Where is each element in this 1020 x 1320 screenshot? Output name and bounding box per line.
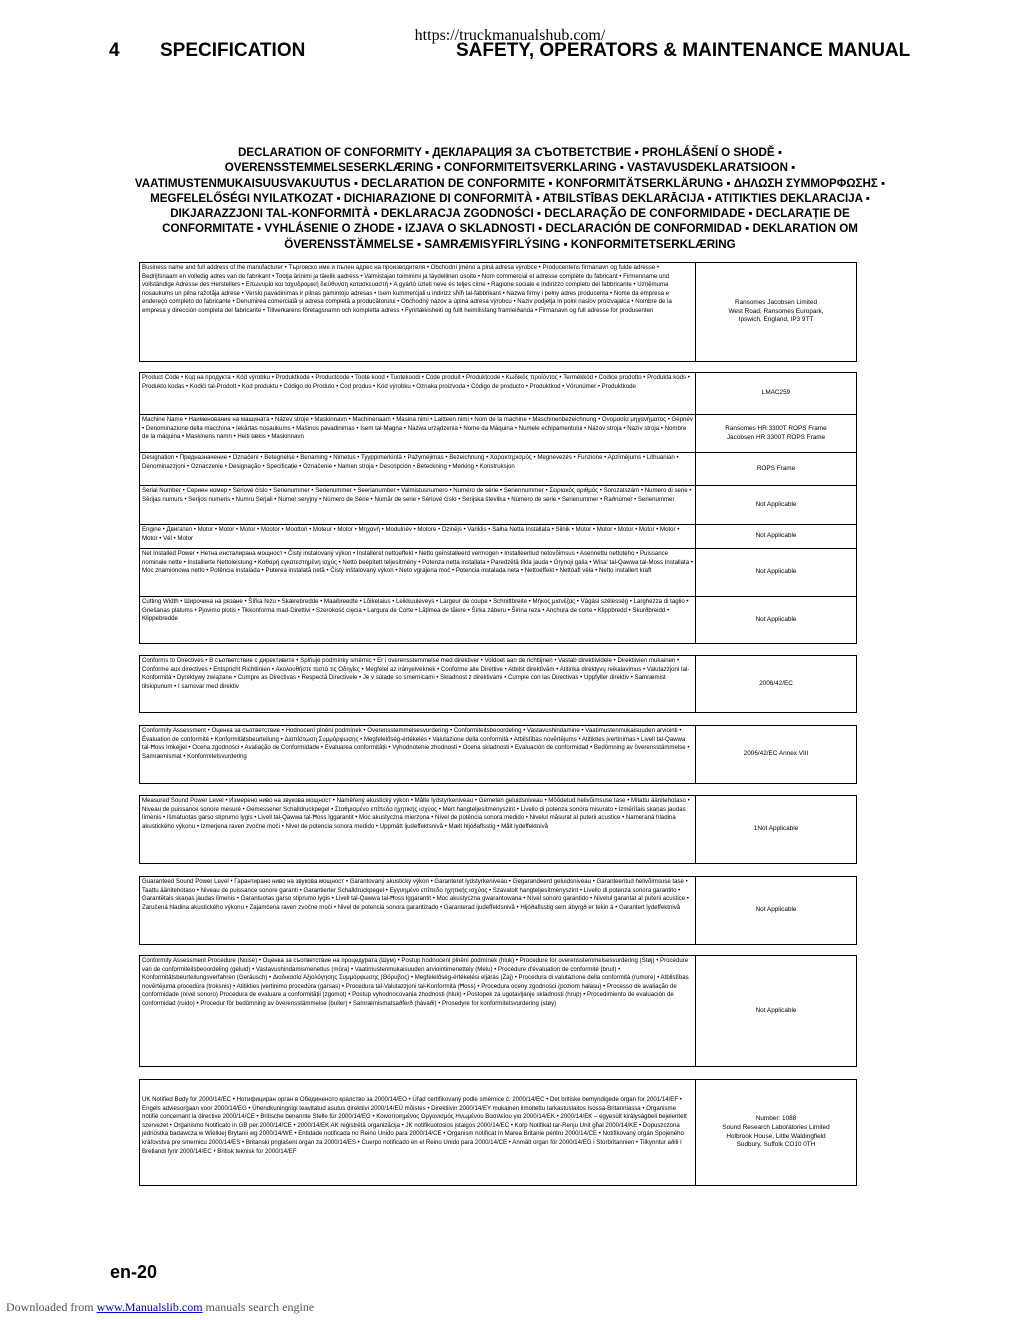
footer-suffix: manuals search engine [202, 1300, 315, 1314]
designation-value: ROPS Frame [756, 464, 796, 472]
serial-number-value: Not Applicable [755, 500, 797, 508]
machine-name-value: Ransomes HR 3300T ROPS Frame Jacobsen HR 3300T ROPS Frame [725, 424, 827, 441]
notified-body-label: UK Notified Body for 2000/14/EC • Нотифициран орган в Обединеното кралство за 2000/14/EO • Úřad certifikovaný podle směrnice č. 2000/14/EC • Det britiske bemyndigede organ for 2001/14/EF • Engels adviesorgaan voor 2000/14/EG • Ühendkuningriigi teavitatud asutus direktiivi 2000/14/EÜ mõistes • Direktiivin 2000/14/EY mukainen ilmoitettu tarkastuslaitos Isossa-Britanniassa • Organisme notifié concernant la directive 2000/14/CE • Britische benannte Stelle für 2000/14/EG • Κοινοποιημένος Οργανισμός Ηνωμένου Βασιλείου για 2000/14/EK • 2000/14/EK – egyesült királyságbeli bejelentett szervezet • Organismo Notificato in GB per 2000/14/CE • 2000/14/EK AK reģistrētā organizācija • JK notifikuotosios įstaigos 2000/14/EC • Korp Notifikat tar-Renju Unit għal 2000/14/KE • Dopuszczona jednostka badawcza w Wielkiej Brytanii wg 2000/14/WE • Entidade notificada no Reino Unido para 2000/14/CE • Organism notificat în Marea Britanie pentru 2000/14/CE • Notifikovaný orgán Spojeného kráľovstva pre smernicu 2000/14/ES • Britanski priglašeni organ za 2000/14/ES • Cuerpo notificado en el Reino Unido para 2000/14/CE • Anmält organ för 2000/14/EG i Storbritannien • Tilkynntur aðili í Bretlandi fyrir 2000/14/EC • Britisk teknisk for 2000/14/EF [140, 1080, 696, 1185]
noise-procedure-value: Not Applicable [755, 1006, 797, 1014]
directives-value: 2006/42/EC [759, 679, 793, 687]
notified-body-value: Number: 1088 Sound Research Laboratories Limited Holbrook House, Little Waldingfield Sudbury, Suffolk CO10 0TH [722, 1115, 830, 1149]
net-installed-power-value: Not Applicable [755, 568, 797, 576]
footer-prefix: Downloaded from [6, 1300, 97, 1314]
manufacturer-value: Ransomes Jacobsen Limited West Road, Ransomes Europark, Ipswich, England, IP3 9TT [728, 299, 824, 324]
guaranteed-sound-box [139, 876, 857, 945]
source-url: https://truckmanualshub.com/ [414, 27, 606, 44]
noise-procedure-label: Conformity Assessment Procedure (Noise) • Оценка за съответствие на процедурата (Шум) • Postup hodnocení plnění podmínek (hluk) • Procedure for overensstemmelsesvurdering (Støj) • Procedure van de conformiteitsbeoordeling (geluid) • Vastavushindamismenetlus (müra) • Vaatimustenmukaisuuden arviointimenettely (Melu) • Procédure d'évaluation de conformité (bruit) • Konformitätsbeurteilungsverfahren (Geräusch) • Διαδικασία Αξιολόγησης Συμμόρφωσης (Θόρυβος) • Megfelelőség-értékelési eljárás (Zaj) • Procedura di valutazione della conformità (rumore) • Atbilstības novērtējuma procedūra (troksnis) • Atitikties įvertinimo procedūra (garsas) • Procedura tal-Valutazzjoni tal-Konformità (Ħoss) • Procedura oceny zgodności (poziom hałasu) • Processo de avaliação de conformidade (nível sonoro) Procedura de evaluare a conformității (zgomot) • Postup vyhodnocovania zhodnosti (hluk) • Postopek za ugotavljanje skladnosti (hrup) • Procedimiento de evaluación de conformidad (ruido) • Procedur för bedömning av överensstämmelse (buller) • Samræmismatsaðferð (hávaði) • Prosedyre for konformitetsvurdering (støy) [140, 956, 696, 1066]
table-row [140, 373, 856, 415]
product-code-label: Product Code • Код на продукта • Kód výrobku • Produktkode • Productcode • Toote kood • Tuotekoodi • Code produit • Produktcode • Κωδικός προϊόντος • Termékkód • Codice prodotto • Produkta kods • Produkto kodas • Kodiċi tal-Prodott • Kod produktu • Código do Produto • Cod produs • Kód výrobku • Oznaka proizvoda • Código de producto • Produktkod • Vörunúmer • Produktkode [140, 373, 696, 414]
engine-value: Not Applicable [755, 532, 797, 540]
noise-procedure-box [139, 955, 857, 1067]
guaranteed-sound-value: Not Applicable [755, 906, 797, 914]
conformity-assessment-value: 2006/42/EC Annex VIII [743, 750, 809, 758]
machine-name-label: Machine Name • Наименование на машината • Název stroje • Maskinnavn • Machinenaam • Masina nimi • Laitteen nimi • Nom de la machine • Maschinenbezeichnung • Ονομασία μηχανήματος • Gépnév • Denominazione della macchina • Iekārtas nosaukums • Mašinos pavadinimas • Isem tal-Magna • Nazwa urządzenia • Nome da Máquina • Numele echipamentului • Názov stroja • Naziv stroja • Nombre de la máquina • Maskinens namn • Heiti tækis • Maskinnavn [140, 415, 696, 452]
product-code-value: LMAC259 [761, 389, 791, 397]
manual-title: SAFETY, OPERATORS & MAINTENANCE MANUAL [456, 40, 911, 61]
page-number: en-20 [110, 1262, 158, 1282]
cutting-width-label: Cutting Width • Широчина на рязане • Šířka řezu • Skærebredde • Maaibreedte • Lõikelaius • Leikkuuleveys • Largeur de coupe • Schnittbreite • Μήκος μισνέζας • Vágási szélesség • Larghezza di taglio • Griešanas platums • Pjovimo plotis • Tikkonforma mad-Direttivi • Szerokość cięcia • Largura de Corte • Lățimea de tăiere • Šírka záberu • Širina reza • Anchura de corte • Klippbredd • Skurðbreidd • Klippebredde [140, 597, 696, 643]
product-details-table [139, 372, 857, 644]
measured-sound-label: Measured Sound Power Level • Измерено ниво на звукова мощност • Naměřený akustický výkon • Målte lydstyrkeniveau • Gemeten geluidsniveau • Mõõdetud helivõimsuse tase • Mitattu äänitehotaso • Niveau de puissance sonore mesuré • Gemessener Schalldruckpegel • Σταθμισμένο επίπεδο ηχητικής ισχύος • Mért hangteljesítményszint • Livello di potenza sonora misurato • Izmērītais skaņas jaudas līmenis • Išmatuotas garso stiprumo lygis • Livell tal-Qawwa tal-Ħoss Iggarantit • Moc akustyczna mierzona • Nível de potência sonora medido • Nivelul măsurat al puterii acustice • Nameraná hladina akustického výkonu • Izmerjena raven zvočne moči • Nivel de potencia sonora medido • Uppmätt ljudeffektsnivå • Mælt hljóðaflsstig • Målt lydeffektnivå [140, 796, 696, 863]
table-row [140, 597, 856, 643]
declaration-title: DECLARATION OF CONFORMITY ▪ ДЕКЛАРАЦИЯ ЗА СЪОТВЕТСТВИЕ ▪ PROHLÁŠENÍ O SHODĚ ▪ OVERENSSTEMMELSESERKLÆRING ▪ CONFORMITEITSVERKLARING ▪ VASTAVUSDEKLARATSIOON ▪ VAATIMUSTENMUKAISUUSVAKUUTUS ▪ DECLARATION DE CONFORMITE ▪ KONFORMITÄTSERKLÄRUNG ▪ ΔΗΛΩΣΗ ΣΥΜΜΟΡΦΩΣΗΣ ▪ MEGFELELŐSÉGI NYILATKOZAT ▪ DICHIARAZIONE DI CONFORMITÀ ▪ ATBILSTĪBAS DEKLARĀCIJA ▪ ATITIKTIES DEKLARACIJA ▪ DIKJARAZZJONI TAL-KONFORMITÀ ▪ DEKLARACJA ZGODNOŚCI ▪ DECLARAÇÃO DE CONFORMIDADE ▪ DECLARAȚIE DE CONFORMITATE ▪ VYHLÁSENIE O ZHODE ▪ IZJAVA O SKLADNOSTI ▪ DECLARACIÓN DE CONFORMIDAD ▪ DEKLARATION OM ÖVERENSSTÄMMELSE ▪ SAMRÆMISYFIRLÝSING ▪ KONFORMITETSERKLÆRING [134, 146, 886, 251]
serial-number-label: Serial Number • Сериен номер • Sériové číslo • Serienummer • Serienummer • Seerianumber • Valmistusnumero • Numéro de série • Seriennummer • Σειριακός αριθμός • Sorozatszám • Numero di serie • Sērijas numurs • Serijos numeris • Numru Serjali • Numer seryjny • Número de Série • Număr de serie • Sériové číslo • Serijska številka • Número de serie • Serienummer • Raðnúmer • Serienummer [140, 486, 696, 524]
conformity-assessment-label: Conformity Assessment • Оценка за съответствие • Hodnocení plnění podmínek • Overensstemmelsesvurdering • Conformiteitsbeoordeling • Vastavushindamine • Vaatimustenmukaisuuden arviointi • Évaluation de conformité • Konformitätsbeurteilung • Διαπίστωση Συμμόρφωσης • Megfelelőség-értékelés • Valutazione della conformità • Atbilstības novērtējums • Atitikties įvertinimas • Livell tal-Qawwa tal-Ħoss Imkejjel • Ocena zgodności • Avaliação de Conformidade • Evaluarea conformității • Vyhodnotenie zhodnosti • Ocena skladnosti • Evaluación de conformidad • Bedömning av överensstämmelse • Samræmismat • Konformitetsvurdering [140, 726, 696, 783]
directives-box [139, 655, 857, 713]
table-row [140, 415, 856, 453]
cutting-width-value: Not Applicable [755, 615, 797, 623]
net-installed-power-label: Net Installed Power • Нетна инсталирана мощност • Čistý instalovaný výkon • Installeret nettoeffekt • Netto geïnstalleerd vermogen • Installeeritud netovõimsus • Asennettu nettoteho • Puissance nominale nette • Installierte Nettoleistung • Καθαρή εγκατεστημένη ισχύς • Nettó beépített teljesítmény • Potenza netta installata • Paredzētā tīkla jauda • Grynoji galia • Wisa' tal-Qawwa tal-Moss Installata • Moc znamionowa netto • Potência instalada • Puterea instalată netă • Čistý inštalovaný výkon • Neto vgrajena moč • Potencia instalada neta • Nettoeffekt • Nettóafl véla • Netto installert kraft [140, 549, 696, 596]
notified-body-box [139, 1079, 857, 1186]
conformity-assessment-box [139, 725, 857, 784]
chapter-number: 4 [109, 40, 120, 61]
download-footer [6, 1300, 314, 1315]
engine-label: Engine • Двигател • Motor • Motor • Motor • Mootor • Moottori • Moteur • Motor • Μηχανή • Modulnév • Motore • Dzinējs • Variklis • Sałha Netta Installata • Silnik • Motor • Motor • Motor • Motor • Motor • Motor • Vél • Motor [140, 525, 696, 548]
manufacturer-box [139, 262, 857, 362]
manufacturer-label: Business name and full address of the manufacturer • Търговско име и пълен адрес на производителя • Obchodní jméno a plná adresa výrobce • Producentens firmanavn og fulde adresse • Bedrijfsnaam en volledig adres van de fabrikant • Tootja ärinimi ja täielik aadress • Valmistajan toiminimi ja täydellinen osoite • Nom commercial et adresse complète du fabricant • Firmenname und vollständige Adresse des Herstellers • Επωνυμία και ταχυδρομική διεύθυνση κατασκευαστή • A gyártó üzleti neve és teljes címe • Ragione sociale e indirizzo completo del fabbricante • Uzņēmuma nosaukums un pilna ražotāja adrese • Verslo pavadinimas ir pilnas gamintojo adresas • Isem kummerċjali u indirizz sħiħ tal-fabbrikant • Nazwa firmy i pełny adres producenta • Nome da empresa e endereço completo do fabricante • Denumirea comercială și adresa completă a producătorului • Obchodný názov a úplná adresa výrobcu • Naziv podjetja in polni naslov proizvajalca • Nombre de la empresa y dirección completa del fabricante • Tillverkarens företagsnamn och kompletta adress • Fyrirtækisheiti og fullt heimilisfang framleiðanda • Firmanavn og full adresse for produsenten [140, 263, 696, 361]
guaranteed-sound-label: Guaranteed Sound Power Level • Гарантирано ниво на звукова мощност • Garantovaný akustický výkon • Garanteret lydstyrkeniveau • Gegarandeerd geluidsniveau • Garanteeritud helivõimsuse tase • Taattu äänitehotaso • Niveau de puissance sonore garanti • Garantierter Schalldruckpegel • Εγγυημένο επίπεδο ηχητικής ισχύος • Szavatolt hangteljesítményszint • Livello di potenza sonora garantito • Garantētais skaņas jaudas līmenis • Garantuotas garso stiprumo lygis • Livell tal-Qawwa tal-Ħoss Iggarantit • Moc akustyczna gwarantowana • Nível sonoro garantido • Nivelul garantat al puterii acustice • Zaručená hladina akustického výkonu • Zajamčena raven zvočne moči • Nivel de potencia sonora garantizado • Garanterad ljudeffektsnivå • Hljóðaflsstig sem ábyrgð er tekin á • Garantert lydeffektnivå [140, 877, 696, 944]
measured-sound-box [139, 795, 857, 864]
manualslib-link[interactable]: www.Manualslib.com [96, 1300, 203, 1314]
designation-label: Designation • Предназначение • Označení • Betegnelse • Benaming • Nimetus • Tyyppimerkintä • Pažymėjimas • Bezeichnung • Χαρακτηρισμός • Megnevezés • Funzione • Apzīmējums • Lithuanian • Denominazzjoni • Oznaczenie • Designação • Specificație • Označenie • Namen stroja • Descripción • Beteckning • Merking • Konstruksjon [140, 453, 696, 485]
table-row [140, 453, 856, 486]
table-row [140, 549, 856, 597]
measured-sound-value: 1Not Applicable [753, 825, 799, 833]
table-row [140, 525, 856, 549]
directives-label: Conforms to Directives • В съответствие с директивите • Splňuje podmínky směrnic • Er i overensstemmelse med direktiver • Voldoet aan de richtlijnen • Vastab direktiividele • Direktiivien mukainen • Conforme aux directives • Entspricht Richtlinien • Ακολουθήστε πιστά τις Οδηγίες • Megfelel az irányelveknek • Conforme alle Direttive • Atbilst direktīvām • Atitinka direktyvų reikalavimus • Valutazzjoni tal-Konformità • Dyrektywy związane • Cumpre as Directivas • Respectă Directivele • Je v súlade so smernicami • Skladnost z direktivami • Cumple con las Directivas • Uppfyller direktiv • Samræmist tilskipunum • I samsvar med direktiv [140, 656, 696, 712]
chapter-title: SPECIFICATION [160, 40, 306, 61]
table-row [140, 486, 856, 525]
